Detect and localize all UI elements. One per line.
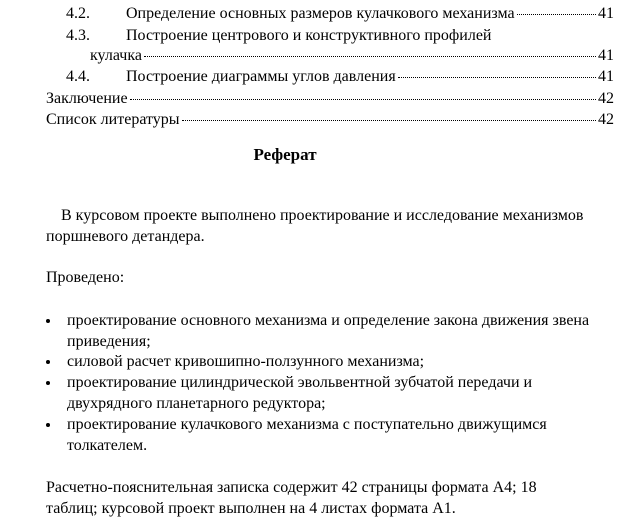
conducted-label: Проведено:: [46, 269, 125, 286]
bullet-icon: [46, 423, 50, 427]
bullet-icon: [46, 381, 50, 385]
toc-item-title: Определение основных размеров кулачкового механизма: [126, 5, 515, 22]
toc-item-number: 4.2.: [66, 5, 90, 22]
abstract-intro: В курсовом проекте выполнено проектирование и исследование механизмов поршневого детандера.: [46, 207, 584, 245]
toc-item-number: 4.3.: [66, 27, 90, 44]
toc-item-title: Построение диаграммы углов давления: [126, 68, 396, 85]
toc-item-title: Построение центрового и конструктивного профилей: [126, 27, 492, 44]
toc-item-4-3-continuation[interactable]: [90, 46, 614, 66]
toc-item-page: 41: [598, 5, 614, 22]
toc-leader-dots: [130, 99, 596, 100]
toc-item-page: 42: [598, 111, 614, 128]
toc-item-title: Список литературы: [46, 111, 180, 128]
bullet-text: силовой расчет кривошипно-ползунного механизма;: [67, 353, 425, 370]
abstract-summary: Расчетно-пояснительная записка содержит 42 страницы формата А4; 18 таблиц; курсовой проект выполнен на 4 листах формата А1.: [46, 479, 537, 517]
toc-item-4-3[interactable]: [66, 26, 614, 46]
toc-item-number: 4.4.: [66, 68, 90, 85]
toc-item-page: 41: [598, 47, 614, 64]
toc-leader-dots: [398, 77, 596, 78]
toc-leader-dots: [182, 120, 596, 121]
toc-item-title-continuation: кулачка: [90, 47, 142, 64]
toc-item-title: Заключение: [46, 90, 128, 107]
toc-item-page: 42: [598, 90, 614, 107]
abstract-title: Реферат: [253, 145, 317, 164]
bullet-icon: [46, 319, 50, 323]
bullet-text: проектирование основного механизма и определение закона движения звена приведения;: [67, 312, 590, 350]
bullet-text: проектирование кулачкового механизма с поступательно движущимся толкателем.: [67, 416, 547, 454]
toc-item-references[interactable]: [46, 110, 614, 130]
toc-item-page: 41: [598, 68, 614, 85]
toc-item-conclusion[interactable]: [46, 89, 614, 109]
bullet-text: проектирование цилиндрической эвольвентной зубчатой передачи и двухрядного планетарного редуктора;: [67, 374, 533, 412]
toc-leader-dots: [144, 56, 596, 57]
toc-item-4-2[interactable]: [66, 4, 614, 24]
toc-item-4-4[interactable]: [66, 67, 614, 87]
toc-leader-dots: [517, 14, 596, 15]
bullet-icon: [46, 360, 50, 364]
